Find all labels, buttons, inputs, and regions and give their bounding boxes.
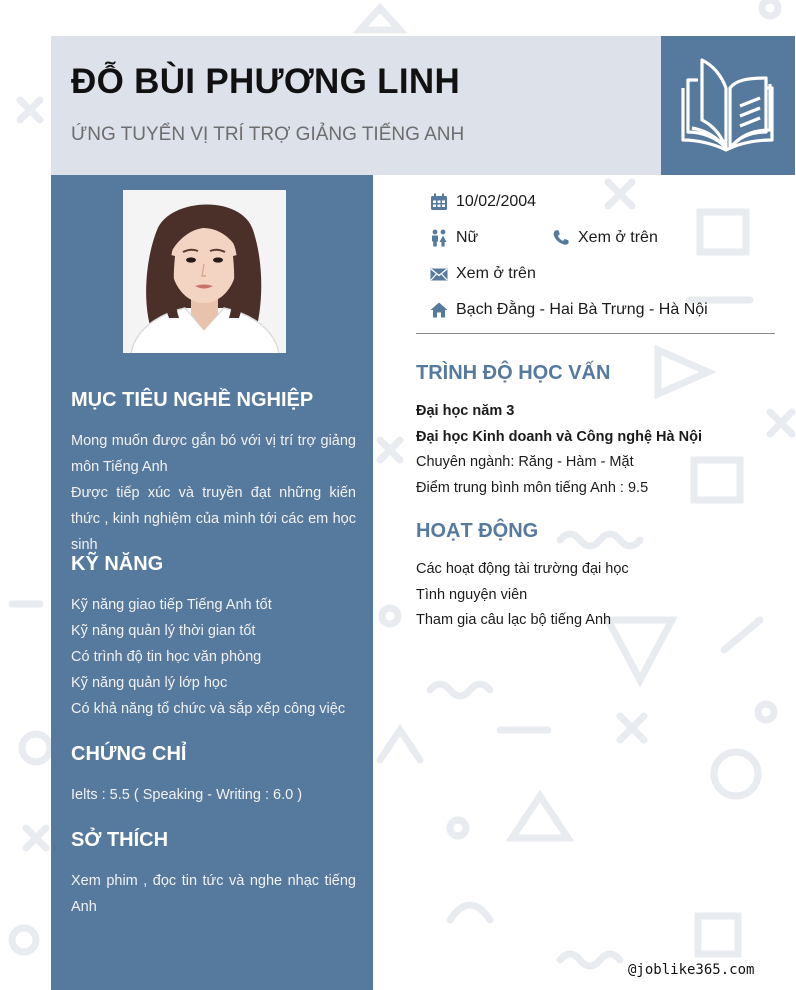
- home-icon: [430, 301, 448, 319]
- phone-icon: [552, 229, 570, 247]
- objective-line: Được tiếp xúc và truyền đạt những kiến thức , kinh nghiệm của mình tới các em học sinh: [71, 485, 356, 553]
- email-row: [430, 262, 536, 286]
- education-major: Chuyên ngành: Răng - Hàm - Mặt: [416, 454, 634, 470]
- education-section: [416, 362, 786, 501]
- education-school: Đại học Kinh doanh và Công nghệ Hà Nội: [416, 428, 702, 445]
- phone-row: [552, 226, 658, 250]
- address-value: Bạch Đằng - Hai Bà Trưng - Hà Nội: [456, 301, 708, 318]
- envelope-icon: [430, 265, 448, 283]
- logo-box: [661, 36, 795, 175]
- section-title: SỞ THÍCH: [71, 829, 169, 851]
- activity-item: Các hoạt động tài trường đại học: [416, 561, 629, 577]
- skill-item: Có khả năng tổ chức và sắp xếp công việc: [71, 701, 346, 717]
- phone-value: Xem ở trên: [578, 229, 658, 246]
- dob-row: [430, 190, 536, 214]
- email-value: Xem ở trên: [456, 265, 536, 282]
- education-gpa: Điểm trung bình môn tiếng Anh : 9.5: [416, 479, 649, 496]
- skill-item: Kỹ năng quản lý thời gian tốt: [71, 623, 256, 639]
- hobbies-text: Xem phim , đọc tin tức và nghe nhạc tiếng Anh: [71, 873, 356, 915]
- hobbies-section: [71, 829, 356, 920]
- gender-value: Nữ: [456, 229, 479, 246]
- section-title: CHỨNG CHỈ: [71, 743, 187, 765]
- divider: [416, 333, 775, 334]
- gender-icon: [430, 229, 448, 247]
- activity-item: Tham gia câu lạc bộ tiếng Anh: [416, 612, 612, 628]
- skill-item: Kỹ năng quản lý lớp học: [71, 675, 228, 691]
- certificate-item: Ielts : 5.5 ( Speaking - Writing : 6.0 ): [71, 787, 303, 803]
- candidate-name: ĐỖ BÙI PHƯƠNG LINH: [71, 62, 461, 101]
- applied-position: ỨNG TUYỂN VỊ TRÍ TRỢ GIẢNG TIẾNG ANH: [71, 124, 465, 145]
- sidebar: [51, 175, 373, 990]
- skills-section: [71, 553, 356, 722]
- dob-value: 10/02/2004: [456, 193, 537, 210]
- objective-line: Mong muốn được gắn bó với vị trí trợ giảng môn Tiếng Anh: [71, 433, 356, 475]
- section-title: MỤC TIÊU NGHỀ NGHIỆP: [71, 389, 314, 411]
- education-year: Đại học năm 3: [416, 403, 515, 419]
- address-row: [430, 298, 708, 322]
- activities-section: [416, 520, 786, 634]
- certificates-section: [71, 743, 356, 808]
- open-book-icon: [680, 58, 776, 154]
- header: [51, 36, 661, 175]
- calendar-icon: [430, 193, 448, 211]
- skill-item: Kỹ năng giao tiếp Tiếng Anh tốt: [71, 597, 272, 613]
- gender-row: [430, 226, 478, 250]
- section-title: KỸ NĂNG: [71, 553, 164, 575]
- section-title: HOẠT ĐỘNG: [416, 520, 539, 542]
- career-objective-section: [71, 389, 356, 558]
- skill-item: Có trình độ tin học văn phòng: [71, 649, 262, 665]
- watermark: @joblike365.com: [628, 962, 755, 978]
- section-title: TRÌNH ĐỘ HỌC VẤN: [416, 362, 611, 384]
- profile-photo: [123, 190, 286, 353]
- activity-item: Tình nguyện viên: [416, 586, 528, 603]
